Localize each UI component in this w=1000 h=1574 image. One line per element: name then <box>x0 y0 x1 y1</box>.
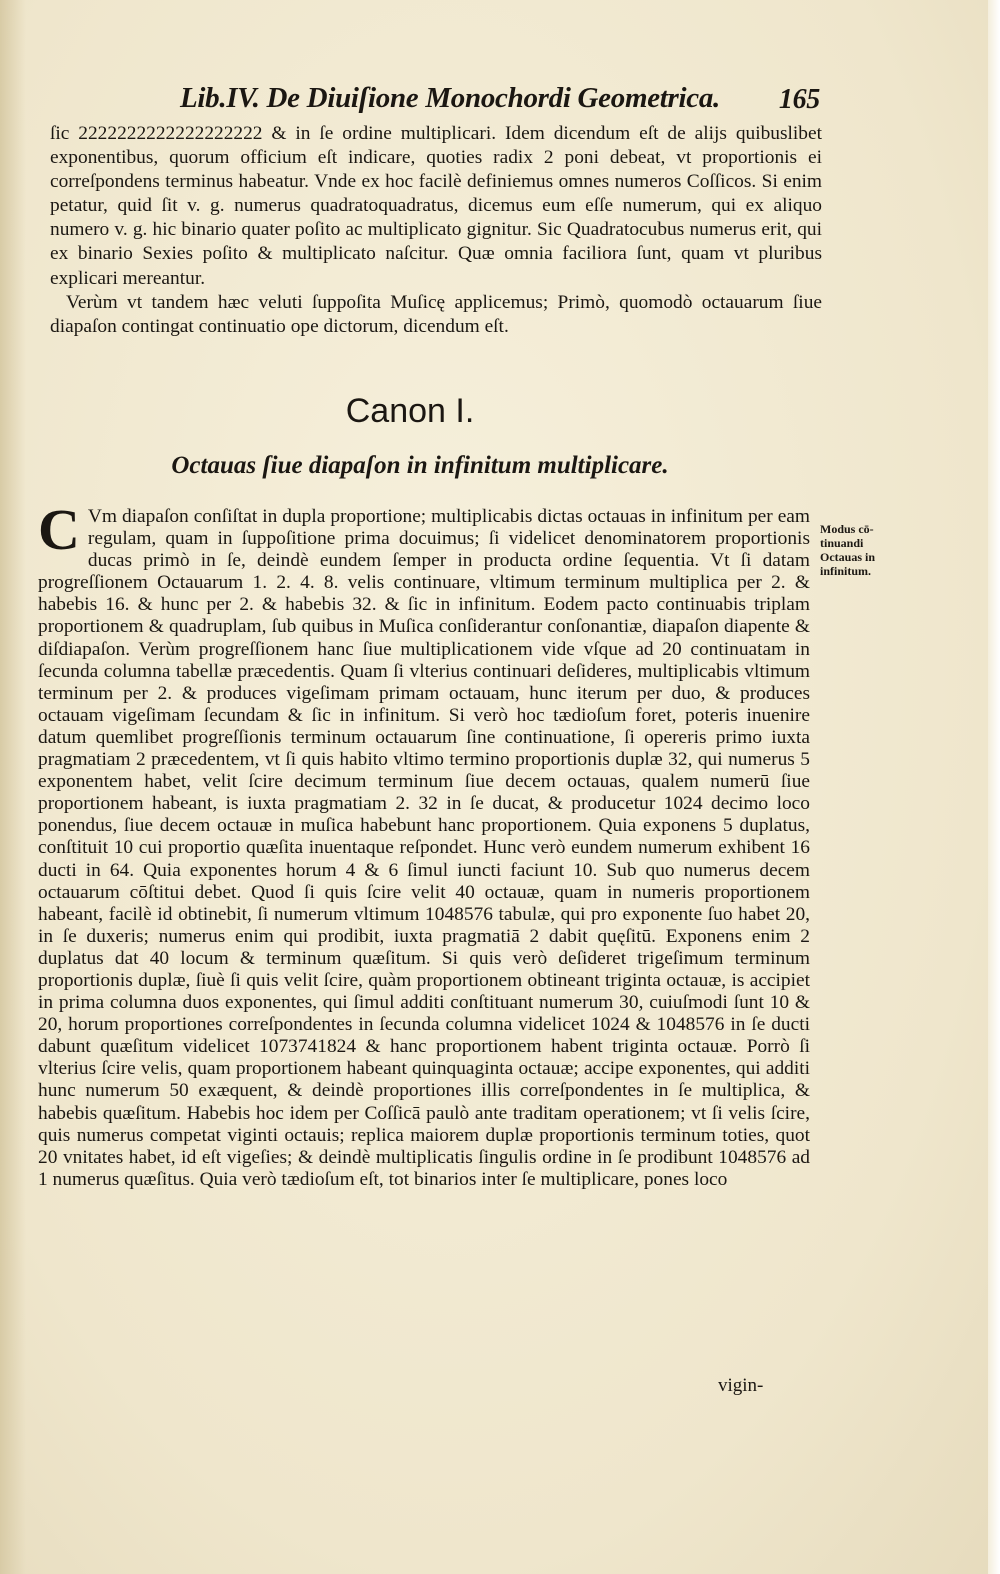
drop-cap: C <box>38 497 80 562</box>
intro-paragraph-1: ſic 2222222222222222222 & in ſe ordine multiplicari. Idem dicendum eſt de alijs quibuslibet exponentibus, quorum officium eſt indicare, quoties radix 2 poni debeat, vt proportionis ei correſpondens terminus habeatur. Vnde ex hoc facilè definiemus omnes numeros Coſſicos. Si enim petatur, quid ſit v. g. numerus quadratoquadratus, dicemus eum eſſe numerum, qui ex aliquo numero v. g. hic binario quater poſito ac multiplicato gignitur. Sic Quadratocubus numerus erit, qui ex binario Sexies poſito & multiplicato naſcitur. Quæ omnia faciliora ſunt, quam vt pluribus explicari mereantur. <box>50 123 822 289</box>
intro-paragraph-2: Verùm vt tandem hæc veluti ſuppoſita Muſicę applicemus; Primò, quomodò octauarum ſiue diapaſon contingat continuatio ope dictorum, dicendum eſt. <box>50 291 822 337</box>
catchword: vigin- <box>718 1375 764 1396</box>
running-header <box>180 82 820 122</box>
margin-note <box>820 522 910 578</box>
canon-subheading: Octauas ſiue diapaſon in infinitum multiplicare. <box>171 452 669 479</box>
margin-note-line: Modus cō- <box>820 522 874 536</box>
running-title: Lib.IV. De Diuiſione Monochordi Geometrica. <box>180 82 720 114</box>
canon-body <box>38 497 810 1191</box>
canon-heading: Canon I. <box>345 392 475 430</box>
margin-note-line: infinitum. <box>820 564 872 578</box>
canon-text: Vm diapaſon conſiſtat in dupla proportione; multiplicabis dictas octauas in infinitum per eam regulam, quam in ſuppoſitione prima docuimus; ſi videlicet denominatorem proportionis ducas primò in ſe, deindè eundem ſemper in producta ordine ſequentia. Vt ſi datam progreſſionem Octauarum 1. 2. 4. 8. velis continuare, vltimum terminum multiplica per 2. & habebis 16. & hunc per 2. & habebis 32. & ſic in infinitum. Eodem pacto continuabis triplam proportionem & quadruplam, ſub quibus in Muſica conſiderantur conſonantiæ, diapaſon diapente & diſdiapaſon. Verùm progreſſionem hanc ſiue multiplicationem vide vſque ad 20 continuatam in ſecunda columna tabellæ præcedentis. Quam ſi vlterius continuari deſideres, multiplicabis vltimum terminum per 2. & produces vigeſimam primam octauam, hunc iterum per duo, & produces octauam vigeſimam ſecundam & ſic in infinitum. Si verò hoc tædioſum foret, poteris inuenire datum quemlibet progreſſionis terminum octauarum ſine continuatione, ſi opereris primo iuxta pragmatiam 2 præcedentem, vt ſi quis habito vltimo termino proportionis duplæ 32, qui numerus 5 exponentem habet, velit ſcire decimum terminum ſiue decem octauas, qualem numerū ſiue proportionem habeant, is iuxta pragmatiam 2. 32 in ſe ducat, & producetur 1024 decimo loco ponendus, ſiue decem octauæ in muſica habebunt hanc proportionem. Quia exponens 5 duplatus, conſtituit 10 cui proportio quæſita inuentaque reſpondet. Hunc verò eundem numerum exhibent 16 ducti in 64. Quia exponentes horum 4 & 6 ſimul iuncti faciunt 10. Sub quo numerus decem octauarum cōſtitui debet. Quod ſi quis ſcire velit 40 octauæ, quam in numeris proportionem habeant, facilè id obtinebit, ſi numerum vltimum 1048576 tabulæ, qui pro exponente ſuo habet 20, in ſe duxeris; numerus enim qui prodibit, iuxta pragmatiā 2 dabit quęſitū. Exponens enim 2 duplatus dat 40 locum & terminum quæſitum. Si quis verò deſideret trigeſimum terminum proportionis duplæ, ſiuè ſi quis velit ſcire, quàm proportionem obtineant triginta octauæ, is accipiet in prima columna duos exponentes, qui ſimul additi conſtituant numerum 30, cuiuſmodi ſunt 10 & 20, horum proportiones correſpondentes in ſecunda columna videlicet 1024 & 1048576 in ſe ducti dabunt quæſitum videlicet 1073741824 & hanc proportionem habent triginta octauæ. Porrò ſi vlterius ſcire velis, quam proportionem habeant quinquaginta octauæ; accipe exponentes, qui additi hunc numerum 50 exæquent, & deindè proportiones illis correſpondentes in ſe multiplica, & habebis quæſitum. Habebis hoc idem per Coſſicā paulò ante traditam operationem; vt ſi velis ſcire, quis numerus competat viginti octauis; replica maiorem duplæ proportionis terminum toties, quot 20 vnitates habet, id eſt vigeſies; & deindè multiplicatis ſingulis ordine in ſe prodibunt 1048576 ad 1 numerus quæſitus. Quia verò tædioſum eſt, tot binarios inter ſe multiplicare, pones loco <box>38 506 810 1190</box>
page-edge <box>988 0 1000 1574</box>
margin-note-line: Octauas in <box>820 550 876 564</box>
canon-paragraph <box>38 497 810 1191</box>
margin-note-line: tinuandi <box>820 536 864 550</box>
intro-text <box>50 122 822 339</box>
page-number: 165 <box>778 84 820 115</box>
